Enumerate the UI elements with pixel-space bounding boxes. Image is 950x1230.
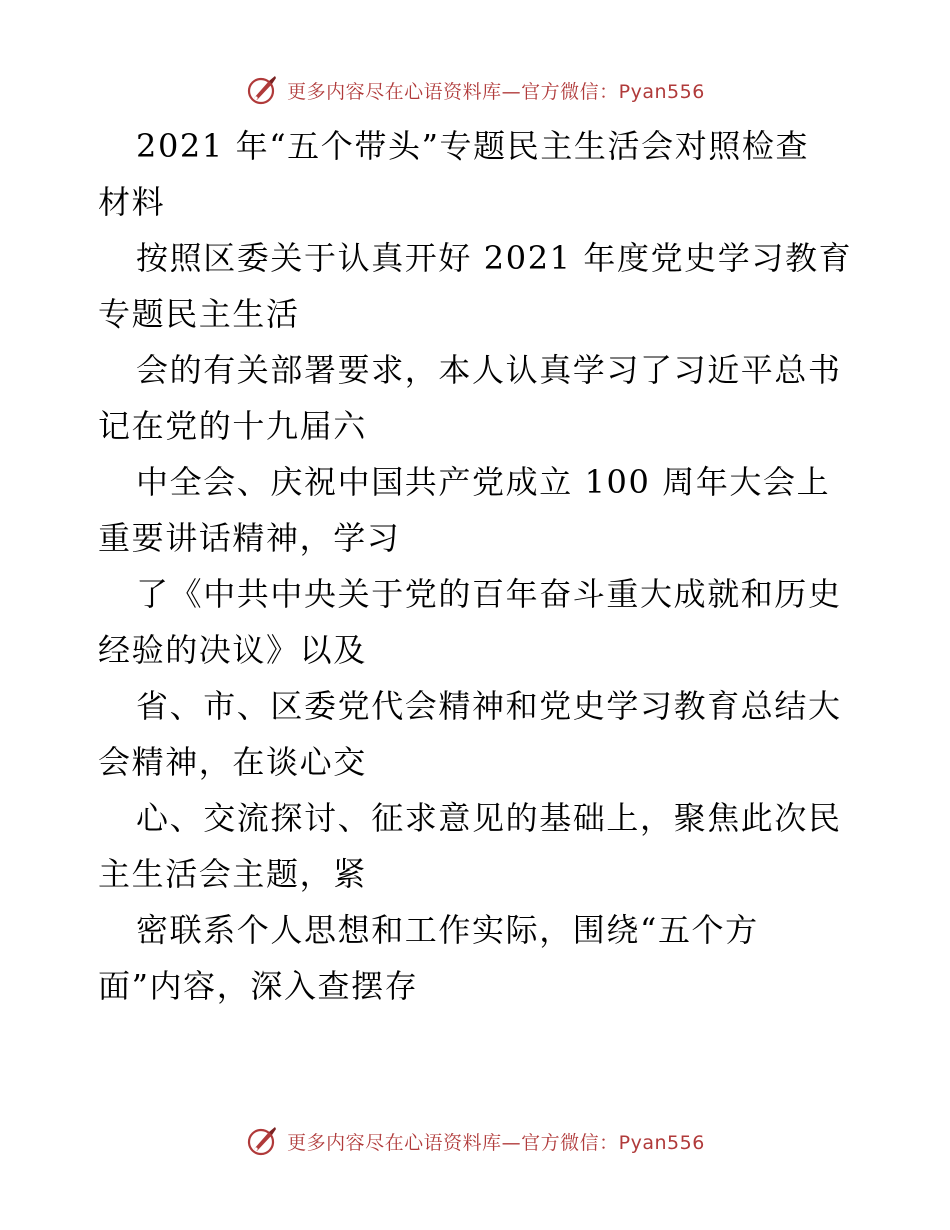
document-text-line: 省、市、区委党代会精神和党史学习教育总结大 [136,687,842,725]
document-text-line: 专题民主生活 [98,295,300,333]
document-body [98,118,858,1014]
header-brand-bar [0,70,950,110]
header-brand-text: 更多内容尽在心语资料库—官方微信：Pyan556 [287,80,705,103]
document-text-line: 会精神，在谈心交 [98,743,367,781]
document-text-line: 主生活会主题，紧 [98,855,367,893]
document-title-line-1: 2021 年“五个带头”专题民主生活会对照检查 [136,127,810,165]
document-text-line: 按照区委关于认真开好 2021 年度党史学习教育 [136,239,853,277]
document-text-line: 面”内容，深入查摆存 [98,967,419,1005]
document-text-line: 了《中共中央关于党的百年奋斗重大成就和历史 [136,575,842,613]
quill-pen-logo-icon [245,1124,279,1158]
document-text-line: 记在党的十九届六 [98,407,367,445]
document-text-line: 经验的决议》以及 [98,631,367,669]
document-text-line: 心、交流探讨、征求意见的基础上，聚焦此次民 [136,799,842,837]
document-text-line: 密联系个人思想和工作实际，围绕“五个方 [136,911,759,949]
document-text-line: 中全会、庆祝中国共产党成立 100 周年大会上 [136,463,831,501]
footer-brand-bar [0,1121,950,1161]
quill-pen-logo-icon [245,73,279,107]
document-text-line: 会的有关部署要求，本人认真学习了习近平总书 [136,351,842,389]
document-text-line: 重要讲话精神，学习 [98,519,401,557]
footer-brand-text: 更多内容尽在心语资料库—官方微信：Pyan556 [287,1131,705,1154]
document-title-line-2: 材料 [98,183,166,221]
